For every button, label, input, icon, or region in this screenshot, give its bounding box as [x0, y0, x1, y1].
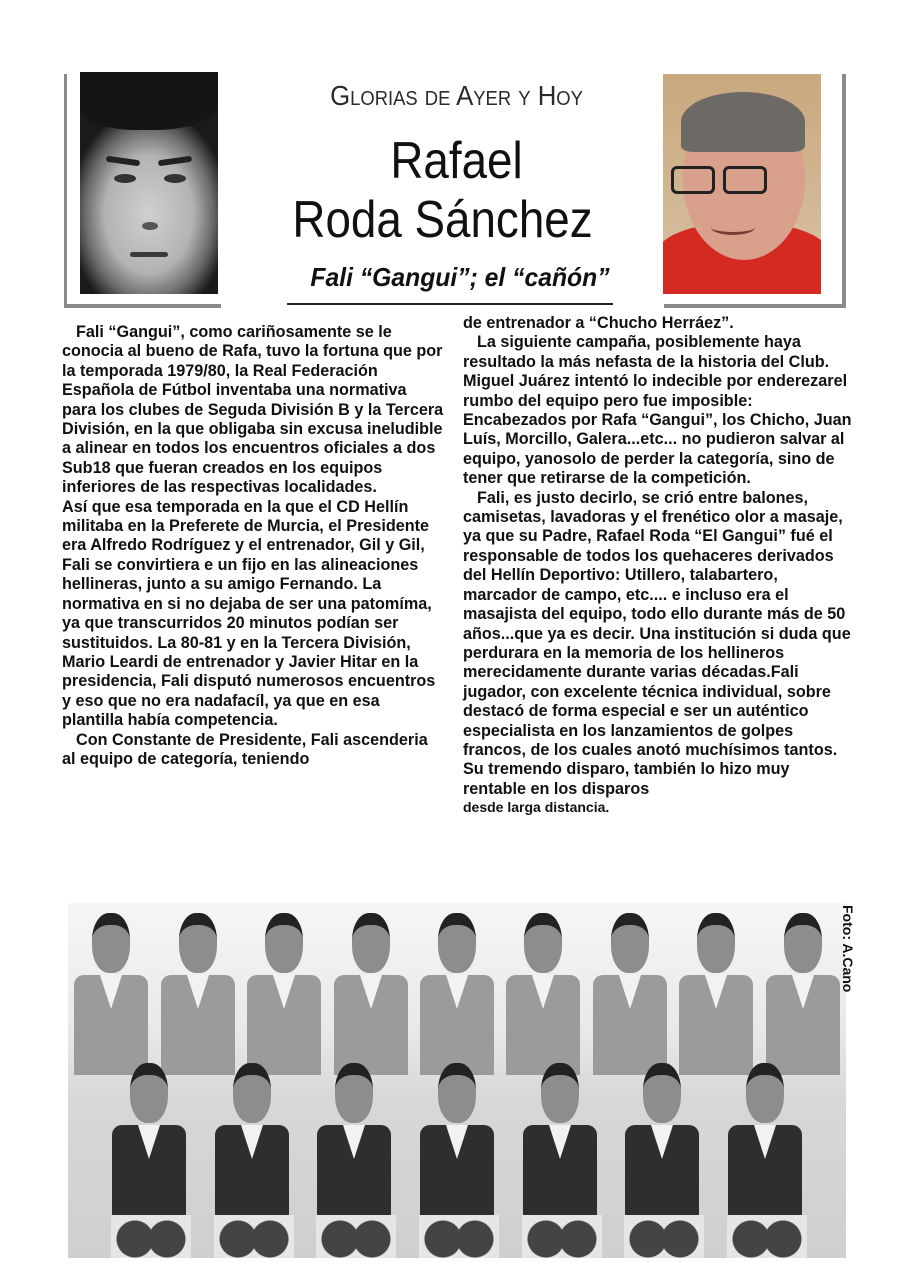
portrait-brow [158, 156, 193, 167]
player-first-name: Rafael [390, 132, 523, 190]
team-front-row [68, 1063, 846, 1258]
article-left-column [62, 323, 444, 769]
glasses-lens [723, 166, 767, 194]
player-figure [678, 913, 754, 1075]
glasses-lens [671, 166, 715, 194]
player-figure [592, 913, 668, 1075]
player-figure [765, 913, 841, 1075]
player-figure [111, 1063, 187, 1258]
paragraph: Así que esa temporada en la que el CD Hellín militaba en la Preferete de Murcia, el Presidente era Alfredo Rodríguez y el entrenador, Gil y Gil, Fali se convirtiera e un fijo en las alineaciones hellineras, junto a su amigo Fernando. La normativa en si no dejaba de ser una patomíma, ya que transcurridos 20 minutos podían ser sustituidos. La 80-81 y en la Tercera División, Mario Leardi de entrenador y Javier Hitar en la presidencia, Fali disputó numerosos encuentros y eso que no era nadafacíl, ya que en esa plantilla había competencia. [62, 497, 436, 730]
portrait-hair [80, 72, 218, 130]
header-divider [287, 303, 613, 305]
player-figure [419, 913, 495, 1075]
paragraph: La siguiente campaña, posiblemente haya resultado la más nefasta de la historia del Club. Miguel Juárez intentó lo indecible por enderezarel rumbo del equipo pero fue imposible: Encabezados por Rafa “Gangui”, los Chicho, Juan Luís, Morcillo, Galera...etc... no pudieron salvar al equipo, yanosolo de perder la categoría, sino de tener que retirarse de la competición. [463, 333, 852, 488]
portrait-smile [711, 220, 755, 235]
photo-credit: Foto: A.Cano [840, 905, 856, 993]
player-figure [727, 1063, 803, 1258]
paragraph: Fali “Gangui”, como cariñosamente se le conocia al bueno de Rafa, tuvo la fortuna que por la temporada 1979/80, la Real Federación Española de Fútbol inventaba una normativa para los clubes de Seguda División B y la Tercera División, en la que obligaba sin excusa ineludible a alinear en todos los encuentros oficiales a dos Sub18 que fueran creados en los equipos inferiores de las respectivas localidades. [62, 323, 444, 497]
portrait-nose [142, 222, 158, 230]
player-figure [160, 913, 236, 1075]
paragraph: desde larga distancia. [463, 799, 610, 816]
paragraph: de entrenador a “Chucho Herráez”. [463, 314, 734, 332]
article-subtitle: Fali “Gangui”; el “cañón” [310, 262, 610, 292]
section-title: Glorias de Ayer y Hoy [330, 80, 583, 111]
young-portrait-photo [80, 72, 218, 294]
portrait-eye [164, 174, 186, 183]
player-figure [505, 913, 581, 1075]
paragraph: Fali, es justo decirlo, se crió entre balones, camisetas, lavadoras y el frenético olor a masaje, ya que su Padre, Rafael Roda “El Gangui” fué el responsable de todos los quehaceres derivados del Hellín Deportivo: Utillero, talabartero, marcador de campo, etc.... e incluso era el masajista del equipo, todo ello durante más de 50 años...que ya es decir. Una institución si duda que perdurara en la memoria de los hellineros merecidamente durante varias décadas.Fali jugador, con excelente técnica individual, sobre destacó de forma especial e ser un auténtico especialista en los lanzamientos de golpes francos, de los cuales anotó muchísimos tantos. Su tremendo disparo, también lo hizo muy rentable en los disparos [463, 488, 851, 798]
portrait-mouth [130, 252, 168, 257]
player-figure [419, 1063, 495, 1258]
player-figure [522, 1063, 598, 1258]
team-group-photo [68, 903, 846, 1258]
adult-portrait-photo [663, 74, 821, 294]
player-figure [73, 913, 149, 1075]
article-right-column [463, 314, 855, 815]
portrait-hair [681, 92, 805, 152]
player-last-name: Roda Sánchez [292, 191, 593, 249]
player-figure [246, 913, 322, 1075]
team-back-row [68, 913, 846, 1075]
player-figure [214, 1063, 290, 1258]
player-figure [624, 1063, 700, 1258]
player-figure [316, 1063, 392, 1258]
portrait-eye [114, 174, 136, 183]
paragraph: Con Constante de Presidente, Fali ascenderia al equipo de categoría, teniendo [62, 730, 428, 768]
portrait-brow [106, 156, 141, 167]
player-figure [333, 913, 409, 1075]
